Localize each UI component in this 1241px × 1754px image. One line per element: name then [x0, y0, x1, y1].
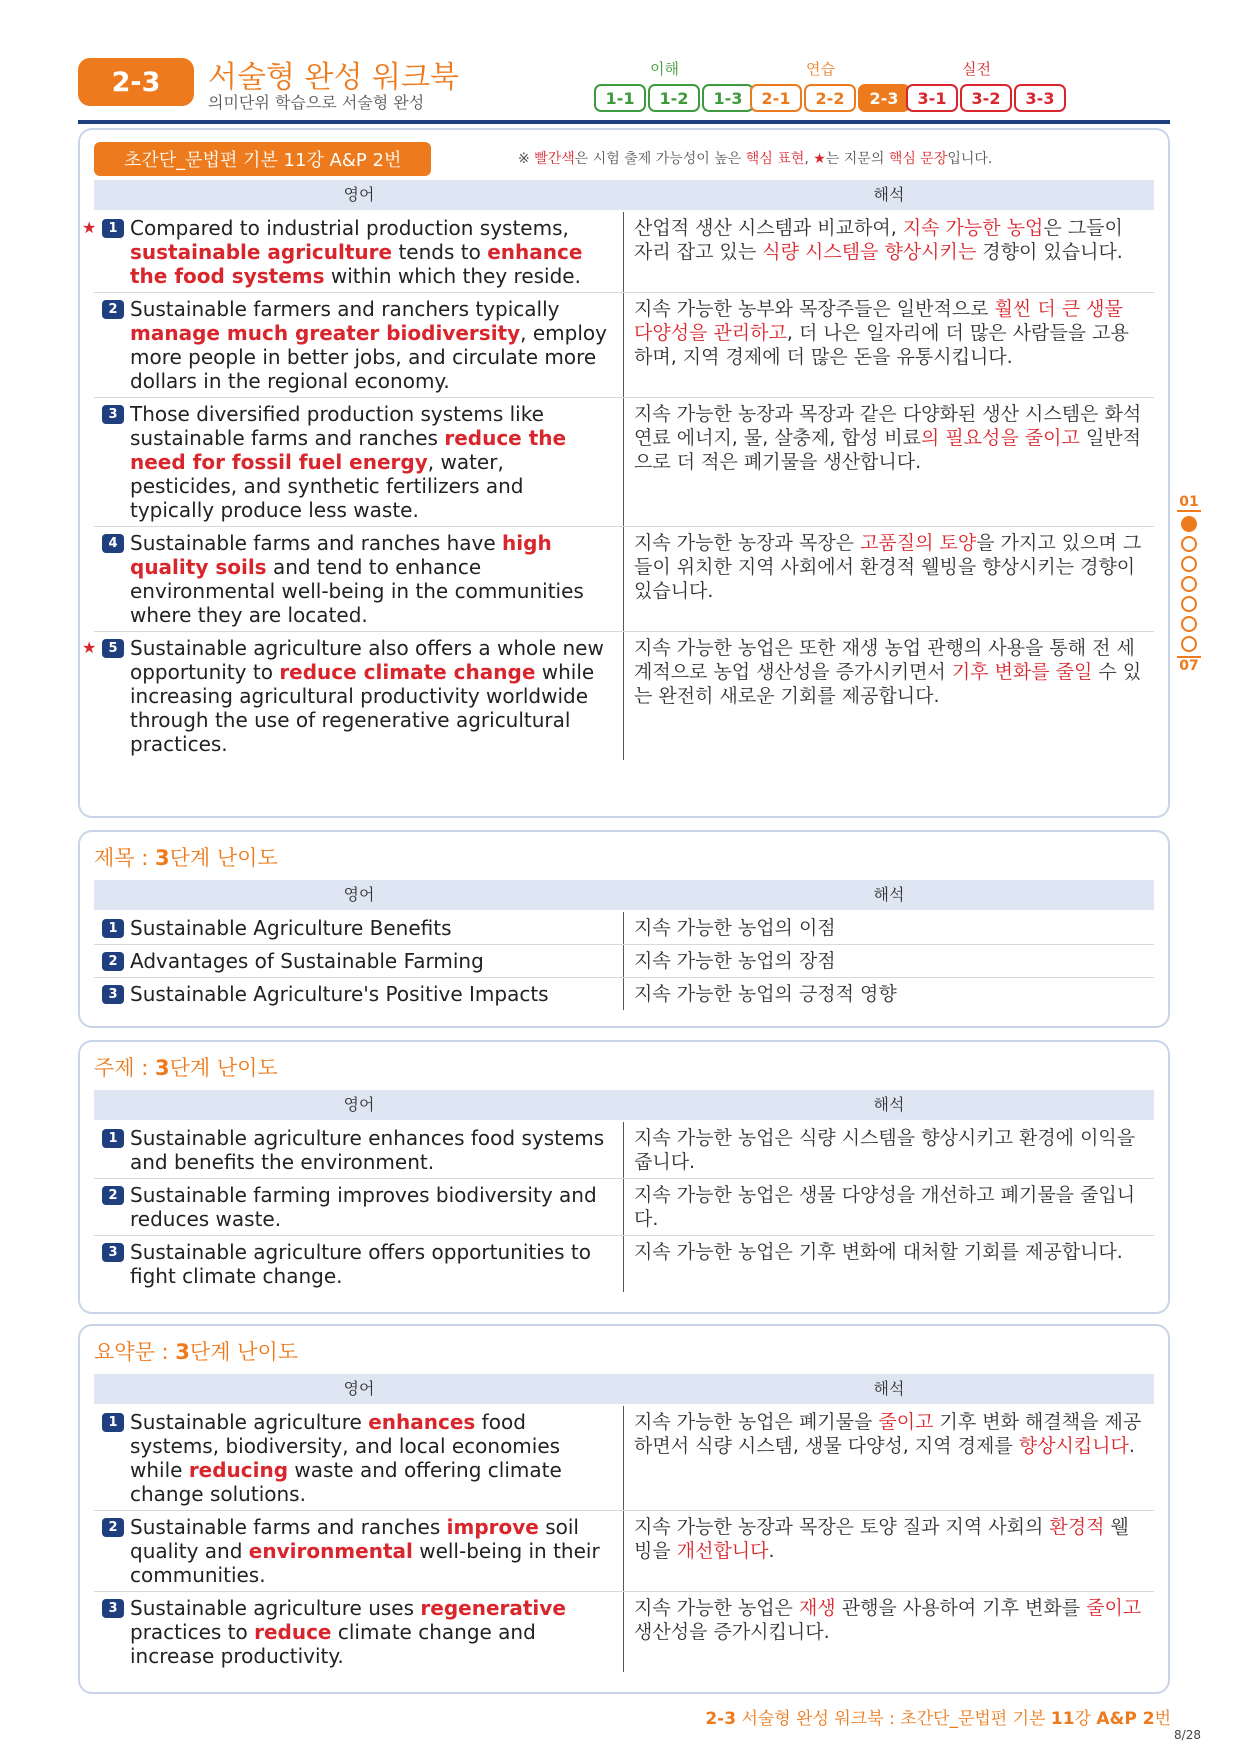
stage-label-real: 실전: [962, 60, 991, 78]
section-summary-heading: 요약문 : 3단계 난이도: [94, 1340, 299, 1364]
korean-cell: [624, 1592, 1154, 1672]
text-segment: 지속 가능한 농업의 이점: [634, 917, 836, 939]
sentence-number-badge: 2: [102, 1186, 124, 1205]
text-segment: 수 있는 완전히 새로운 기회를 제공합니다.: [634, 661, 1142, 707]
summary-panel: [78, 1324, 1170, 1694]
key-expression: 고품질의 토양: [860, 532, 977, 554]
page-subtitle: 의미단위 학습으로 서술형 완성: [208, 93, 425, 112]
text-segment: 지속 가능한 농업은 또한 재생 농업 관행의 사용을 통해 전 세계적으로 농업 생산성을 증가시키면서: [634, 637, 1135, 683]
korean-cell: [624, 1406, 1154, 1510]
key-expression: 재생: [798, 1597, 836, 1619]
text-segment: 지속 가능한 농장과 목장과 같은 다양화된 생산 시스템은 화석 연료 에너지, 물, 살충제, 합성 비료: [634, 403, 1142, 449]
korean-cell: [624, 527, 1154, 631]
sentence-number-badge: 3: [102, 985, 124, 1004]
sentence-number-badge: 2: [102, 1518, 124, 1537]
topic-label: 초간단_문법편 기본 11강 A&P 2번: [94, 142, 431, 176]
key-expression: reducing: [188, 1458, 289, 1482]
text-segment: climate change and increase productivity.: [130, 1620, 536, 1668]
progress-dot-active: [1181, 516, 1197, 532]
page-title: 서술형 완성 워크북: [208, 60, 459, 95]
progress-dot: [1181, 616, 1197, 632]
korean-cell: [624, 632, 1154, 760]
title-rows: [94, 912, 1154, 1010]
table-header: [94, 880, 1154, 910]
english-cell: [94, 945, 624, 977]
text-segment: .: [768, 1540, 775, 1562]
key-expression: 기후 변화를 줄일: [951, 661, 1093, 683]
table-row: [94, 945, 1154, 978]
text-segment: Sustainable Agriculture Benefits: [130, 916, 452, 940]
table-header: [94, 1374, 1154, 1404]
column-header-ko: 해석: [873, 885, 905, 904]
column-header-en: 영어: [343, 1379, 375, 1398]
side-nav-end: 07: [1177, 656, 1201, 674]
stage-label-understand: 이해: [650, 60, 679, 78]
progress-dot: [1181, 596, 1197, 612]
unit-code-badge: 2-3: [78, 58, 194, 106]
key-expression: 훨씬 더 큰 생물 다양성을 관리하고: [634, 298, 1123, 344]
text-segment: 지속 가능한 농업의 긍정적 영향: [634, 983, 897, 1005]
text-segment: within which they reside.: [324, 264, 581, 288]
text-segment: Sustainable farms and ranches: [130, 1515, 447, 1539]
text-segment: 웰빙을: [634, 1516, 1129, 1562]
key-expression: reduce climate change: [279, 660, 536, 684]
text-segment: 은 그들이 자리 잡고 있는: [634, 217, 1123, 263]
side-nav-start: 01: [1177, 494, 1201, 512]
english-cell: [94, 1179, 624, 1235]
text-segment: 지속 가능한 농업의 장점: [634, 950, 836, 972]
english-cell: [94, 912, 624, 944]
text-segment: Sustainable farmers and ranchers typically: [130, 297, 560, 321]
column-header-en: 영어: [343, 185, 375, 204]
sentence-number-badge: 4: [102, 534, 124, 553]
english-cell: [94, 398, 624, 526]
text-segment: well-being in their communities.: [130, 1539, 600, 1587]
text-segment: 지속 가능한 농장과 목장은: [634, 532, 861, 554]
sentence-number-badge: 1: [102, 919, 124, 938]
progress-dot: [1181, 636, 1197, 652]
text-segment: Sustainable farming improves biodiversity and reduces waste.: [130, 1183, 597, 1231]
table-row: [94, 1592, 1154, 1672]
korean-cell: [624, 1179, 1154, 1235]
english-cell: [82, 212, 624, 292]
section-title-heading: 제목 : 3단계 난이도: [94, 846, 278, 870]
text-segment: 산업적 생산 시스템과 비교하여,: [634, 217, 903, 239]
key-expression: 지속 가능한 농업: [902, 217, 1044, 239]
key-expression: high quality soils: [130, 531, 552, 579]
table-row: [94, 1406, 1154, 1511]
korean-cell: [624, 1236, 1154, 1292]
step-3-2[interactable]: 3-2: [960, 84, 1012, 112]
korean-cell: [624, 212, 1154, 292]
key-expression: improve: [446, 1515, 539, 1539]
stage-label-practice: 연습: [806, 60, 835, 78]
key-expression: reduce: [254, 1620, 332, 1644]
progress-dot: [1181, 576, 1197, 592]
sentence-number-badge: 5: [102, 639, 124, 658]
key-expression: manage much greater biodiversity: [130, 321, 521, 345]
text-segment: Advantages of Sustainable Farming: [130, 949, 484, 973]
stage-steps-practice: [748, 82, 912, 114]
column-header-ko: 해석: [873, 1379, 905, 1398]
text-segment: Sustainable Agriculture's Positive Impacts: [130, 982, 549, 1006]
text-segment: tends to: [392, 240, 488, 264]
step-3-3[interactable]: 3-3: [1014, 84, 1066, 112]
key-expression: environmental: [248, 1539, 413, 1563]
text-segment: , employ more people in better jobs, and circulate more dollars in the regional economy.: [130, 321, 607, 393]
sentence-number-badge: 1: [102, 1413, 124, 1432]
korean-cell: [624, 945, 1154, 977]
text-segment: food systems, biodiversity, and local economies while: [130, 1410, 561, 1482]
column-header-en: 영어: [343, 885, 375, 904]
text-segment: 일반적으로 더 적은 폐기물을 생산합니다.: [634, 427, 1141, 473]
summary-rows: [94, 1406, 1154, 1672]
key-expression: enhances: [368, 1410, 476, 1434]
english-cell: [94, 1406, 624, 1510]
table-row: [94, 398, 1154, 527]
key-expression: 환경적: [1049, 1516, 1105, 1538]
english-cell: [94, 1236, 624, 1292]
english-cell: [94, 293, 624, 397]
column-header-ko: 해석: [873, 1095, 905, 1114]
side-progress-nav: [1177, 494, 1201, 674]
table-row: [94, 912, 1154, 945]
key-expression: 의 필요성을 줄이고: [920, 427, 1080, 449]
page-header: [78, 52, 1170, 124]
text-segment: 관행을 사용하여 기후 변화를: [835, 1597, 1087, 1619]
korean-cell: [624, 912, 1154, 944]
key-expression: enhance the food systems: [130, 240, 583, 288]
step-1-1[interactable]: 1-1: [594, 84, 646, 112]
text-segment: 지속 가능한 농업은 식량 시스템을 향상시키고 환경에 이익을 줍니다.: [634, 1127, 1136, 1173]
key-expression: reduce the need for fossil fuel energy: [130, 426, 567, 474]
korean-cell: [624, 398, 1154, 526]
theme-rows: [94, 1122, 1154, 1292]
english-cell: [94, 1592, 624, 1672]
key-expression: sustainable agriculture: [130, 240, 393, 264]
table-row: [82, 632, 1154, 760]
text-segment: 지속 가능한 농부와 목장주들은 일반적으로: [634, 298, 995, 320]
section-theme-heading: 주제 : 3단계 난이도: [94, 1056, 278, 1080]
column-header-ko: 해석: [873, 185, 905, 204]
step-1-3[interactable]: 1-3: [702, 84, 754, 112]
table-row: [94, 527, 1154, 632]
text-segment: waste and offering climate change solutions.: [130, 1458, 562, 1506]
stage-steps-real: [904, 82, 1068, 114]
header-divider: [78, 120, 1170, 124]
key-expression: 줄이고: [1086, 1597, 1142, 1619]
korean-cell: [624, 1122, 1154, 1178]
key-expression: regenerative: [420, 1596, 566, 1620]
text-segment: Compared to industrial production systems,: [130, 216, 569, 240]
theme-panel: [78, 1040, 1170, 1314]
english-cell: [94, 978, 624, 1010]
english-cell: [94, 527, 624, 631]
step-2-3-active[interactable]: 2-3: [858, 84, 910, 112]
text-segment: 을 가지고 있으며 그들이 위치한 지역 사회에서 환경적 웰빙을 향상시키는 경향이 있습니다.: [634, 532, 1142, 602]
table-row: [94, 1122, 1154, 1179]
text-segment: Sustainable agriculture also offers a whole new opportunity to: [130, 636, 604, 684]
key-sentence-star-icon: ★: [82, 638, 97, 657]
key-expression: 식량 시스템을 향상시키는: [762, 241, 977, 263]
table-header: [94, 1090, 1154, 1120]
text-segment: 생산성을 증가시킵니다.: [634, 1621, 830, 1643]
table-row: [94, 293, 1154, 398]
text-segment: 경향이 있습니다.: [976, 241, 1123, 263]
table-header: [94, 180, 1154, 210]
text-segment: Those diversified production systems like sustainable farms and ranches: [130, 402, 544, 450]
english-cell: [82, 632, 624, 760]
progress-dot: [1181, 556, 1197, 572]
key-expression: 개선합니다: [676, 1540, 769, 1562]
sentence-number-badge: 2: [102, 300, 124, 319]
sentence-number-badge: 1: [102, 1129, 124, 1148]
text-segment: .: [1128, 1435, 1135, 1457]
english-cell: [94, 1122, 624, 1178]
step-2-2[interactable]: 2-2: [804, 84, 856, 112]
text-segment: soil quality and: [130, 1515, 579, 1563]
text-segment: Sustainable agriculture enhances food systems and benefits the environment.: [130, 1126, 605, 1174]
key-sentence-star-icon: ★: [82, 218, 97, 237]
sentence-number-badge: 3: [102, 405, 124, 424]
text-segment: 지속 가능한 농업은 폐기물을: [634, 1411, 879, 1433]
text-segment: and tend to enhance environmental well-being in the communities where they are located.: [130, 555, 584, 627]
table-row: [94, 1236, 1154, 1292]
progress-dot: [1181, 536, 1197, 552]
step-1-2[interactable]: 1-2: [648, 84, 700, 112]
text-segment: Sustainable agriculture uses: [130, 1596, 421, 1620]
stage-steps-understand: [592, 82, 756, 114]
table-row: [94, 1179, 1154, 1236]
step-2-1[interactable]: 2-1: [750, 84, 802, 112]
korean-cell: [624, 1511, 1154, 1591]
text-segment: 지속 가능한 농업은: [634, 1597, 799, 1619]
progress-dots: [1177, 516, 1201, 652]
text-segment: 지속 가능한 농업은 기후 변화에 대처할 기회를 제공합니다.: [634, 1241, 1123, 1263]
text-segment: , 더 나은 일자리에 더 많은 사람들을 고용하며, 지역 경제에 더 많은 돈을 유통시킵니다.: [634, 322, 1129, 368]
key-expression: 향상시킵니다: [1018, 1435, 1129, 1457]
passage-rows: [82, 212, 1154, 760]
english-cell: [94, 1511, 624, 1591]
text-segment: Sustainable agriculture: [130, 1410, 369, 1434]
column-header-en: 영어: [343, 1095, 375, 1114]
table-row: [94, 1511, 1154, 1592]
key-expression: 줄이고: [878, 1411, 934, 1433]
sentence-number-badge: 1: [102, 219, 124, 238]
text-segment: 지속 가능한 농장과 목장은 토양 질과 지역 사회의: [634, 1516, 1050, 1538]
text-segment: 기후 변화 해결책을 제공하면서 식량 시스템, 생물 다양성, 지역 경제를: [634, 1411, 1142, 1457]
text-segment: , water, pesticides, and synthetic fertilizers and typically produce less waste.: [130, 450, 524, 522]
table-row: [82, 212, 1154, 293]
korean-cell: [624, 978, 1154, 1010]
sentence-number-badge: 2: [102, 952, 124, 971]
table-row: [94, 978, 1154, 1010]
text-segment: Sustainable farms and ranches have: [130, 531, 503, 555]
sentence-number-badge: 3: [102, 1243, 124, 1262]
passage-panel: [78, 128, 1170, 818]
title-panel: [78, 830, 1170, 1028]
step-3-1[interactable]: 3-1: [906, 84, 958, 112]
page-number: 8/28: [1174, 1728, 1201, 1742]
text-segment: while increasing agricultural productivity worldwide through the use of regenerative agricultural practices.: [130, 660, 595, 756]
text-segment: 지속 가능한 농업은 생물 다양성을 개선하고 폐기물을 줄입니다.: [634, 1184, 1136, 1230]
text-segment: Sustainable agriculture offers opportunities to fight climate change.: [130, 1240, 591, 1288]
korean-cell: [624, 293, 1154, 397]
legend-note: ※ 빨간색은 시험 출제 가능성이 높은 핵심 표현, ★는 지문의 핵심 문장입니다.: [518, 151, 993, 167]
page-footer: 2-3 서술형 완성 워크북 : 초간단_문법편 기본 11강 A&P 2번: [705, 1709, 1171, 1729]
text-segment: practices to: [130, 1620, 255, 1644]
sentence-number-badge: 3: [102, 1599, 124, 1618]
